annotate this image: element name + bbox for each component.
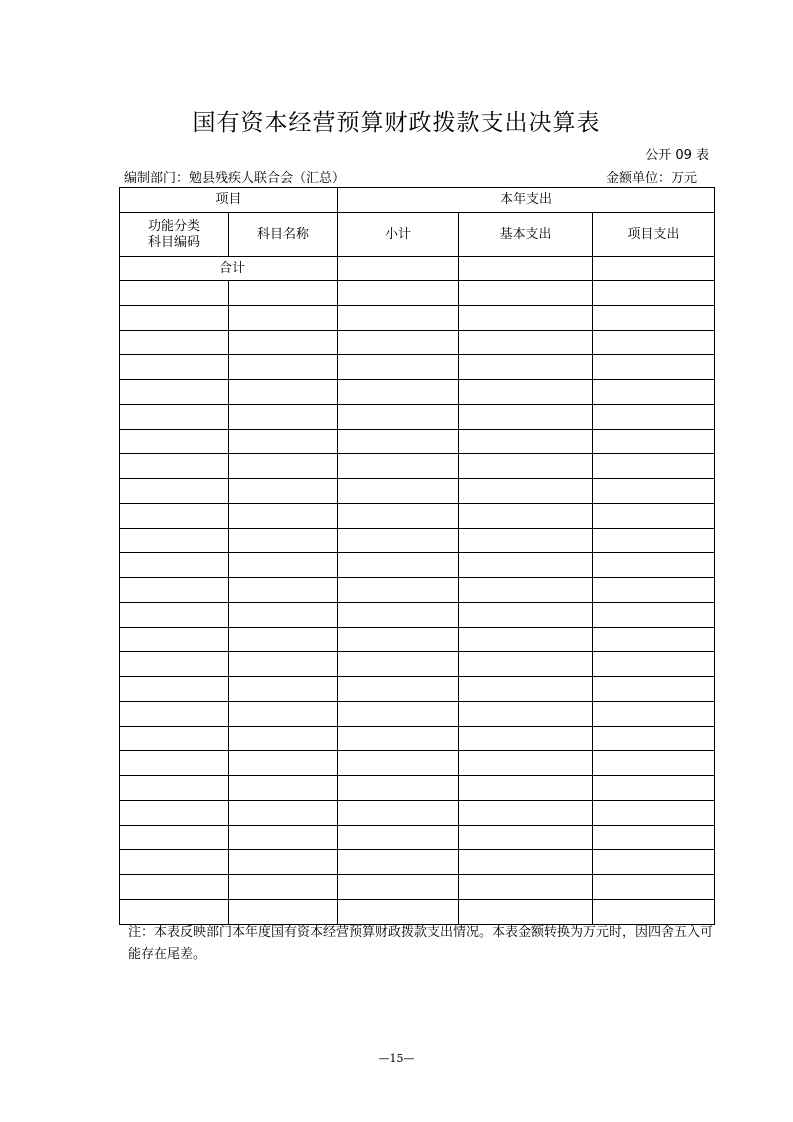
header-subtotal: 小计 bbox=[338, 213, 459, 257]
table-cell bbox=[120, 899, 229, 924]
table-cell bbox=[120, 850, 229, 875]
table-row bbox=[120, 281, 715, 306]
total-label: 合计 bbox=[120, 257, 338, 281]
table-cell bbox=[459, 553, 593, 578]
table-cell bbox=[229, 305, 338, 330]
table-row bbox=[120, 677, 715, 702]
footnote: 注：本表反映部门本年度国有资本经营预算财政拨款支出情况。本表金额转换为万元时，因四舍五入可能存在尾差。 bbox=[128, 925, 714, 962]
table-cell bbox=[338, 578, 459, 603]
table-cell bbox=[593, 677, 715, 702]
table-cell bbox=[120, 751, 229, 776]
table-row bbox=[120, 800, 715, 825]
table-cell bbox=[120, 726, 229, 751]
total-row bbox=[120, 257, 715, 281]
table-cell bbox=[338, 305, 459, 330]
table-cell bbox=[120, 429, 229, 454]
table-cell bbox=[459, 899, 593, 924]
table-cell bbox=[338, 800, 459, 825]
table-cell bbox=[459, 677, 593, 702]
table-cell bbox=[459, 825, 593, 850]
table-cell bbox=[120, 503, 229, 528]
table-row bbox=[120, 899, 715, 924]
table-row bbox=[120, 380, 715, 405]
table-cell bbox=[120, 602, 229, 627]
table-cell bbox=[338, 503, 459, 528]
table-cell bbox=[120, 479, 229, 504]
header-subject-name: 科目名称 bbox=[229, 213, 338, 257]
total-subtotal-cell bbox=[338, 257, 459, 281]
table-row bbox=[120, 479, 715, 504]
table-row bbox=[120, 503, 715, 528]
table-cell bbox=[593, 850, 715, 875]
table-cell bbox=[593, 355, 715, 380]
table-cell bbox=[229, 677, 338, 702]
table-cell bbox=[593, 380, 715, 405]
table-row bbox=[120, 454, 715, 479]
table-cell bbox=[229, 503, 338, 528]
table-cell bbox=[593, 330, 715, 355]
table-cell bbox=[120, 776, 229, 801]
table-row bbox=[120, 355, 715, 380]
table-cell bbox=[593, 479, 715, 504]
table-cell bbox=[229, 776, 338, 801]
table-cell bbox=[338, 553, 459, 578]
table-cell bbox=[459, 726, 593, 751]
table-cell bbox=[593, 281, 715, 306]
table-row bbox=[120, 701, 715, 726]
table-cell bbox=[120, 627, 229, 652]
table-row bbox=[120, 528, 715, 553]
table-cell bbox=[338, 776, 459, 801]
table-cell bbox=[229, 800, 338, 825]
table-cell bbox=[459, 281, 593, 306]
header-row-1 bbox=[120, 188, 715, 213]
table-cell bbox=[459, 355, 593, 380]
table-cell bbox=[338, 454, 459, 479]
table-row bbox=[120, 404, 715, 429]
table-cell bbox=[593, 701, 715, 726]
table-cell bbox=[338, 528, 459, 553]
table-cell bbox=[229, 652, 338, 677]
table-row bbox=[120, 429, 715, 454]
table-cell bbox=[593, 429, 715, 454]
table-cell bbox=[593, 602, 715, 627]
table-cell bbox=[229, 850, 338, 875]
table-cell bbox=[459, 479, 593, 504]
table-cell bbox=[338, 875, 459, 900]
table-cell bbox=[229, 578, 338, 603]
table-cell bbox=[229, 701, 338, 726]
table-cell bbox=[229, 627, 338, 652]
table-cell bbox=[338, 899, 459, 924]
table-cell bbox=[459, 528, 593, 553]
table-cell bbox=[120, 701, 229, 726]
table-cell bbox=[229, 330, 338, 355]
table-cell bbox=[120, 281, 229, 306]
table-cell bbox=[593, 875, 715, 900]
table-cell bbox=[229, 404, 338, 429]
total-project-cell bbox=[593, 257, 715, 281]
table-cell bbox=[229, 899, 338, 924]
header-basic-expense: 基本支出 bbox=[459, 213, 593, 257]
table-cell bbox=[593, 553, 715, 578]
table-cell bbox=[459, 454, 593, 479]
table-row bbox=[120, 776, 715, 801]
table-cell bbox=[459, 776, 593, 801]
header-item: 项目 bbox=[120, 188, 338, 213]
table-cell bbox=[229, 825, 338, 850]
table-cell bbox=[120, 454, 229, 479]
table-cell bbox=[338, 404, 459, 429]
table-cell bbox=[593, 751, 715, 776]
table-row bbox=[120, 305, 715, 330]
table-cell bbox=[459, 578, 593, 603]
table-cell bbox=[338, 627, 459, 652]
table-cell bbox=[229, 429, 338, 454]
table-cell bbox=[229, 726, 338, 751]
table-cell bbox=[338, 701, 459, 726]
table-cell bbox=[229, 479, 338, 504]
header-row-2 bbox=[120, 213, 715, 257]
table-cell bbox=[459, 652, 593, 677]
table-cell bbox=[459, 627, 593, 652]
table-row bbox=[120, 850, 715, 875]
table-cell bbox=[338, 850, 459, 875]
table-cell bbox=[459, 875, 593, 900]
table-cell bbox=[120, 578, 229, 603]
table-cell bbox=[459, 850, 593, 875]
table-cell bbox=[338, 330, 459, 355]
table-cell bbox=[593, 528, 715, 553]
header-project-expense: 项目支出 bbox=[593, 213, 715, 257]
table-row bbox=[120, 553, 715, 578]
total-basic-cell bbox=[459, 257, 593, 281]
table-row bbox=[120, 330, 715, 355]
table-cell bbox=[120, 330, 229, 355]
table-cell bbox=[120, 355, 229, 380]
table-cell bbox=[459, 429, 593, 454]
table-row bbox=[120, 602, 715, 627]
table-cell bbox=[120, 677, 229, 702]
table-cell bbox=[593, 627, 715, 652]
table-cell bbox=[459, 602, 593, 627]
table-cell bbox=[459, 751, 593, 776]
table-cell bbox=[459, 800, 593, 825]
table-cell bbox=[593, 578, 715, 603]
table-cell bbox=[120, 825, 229, 850]
amount-unit-label: 金额单位：万元 bbox=[605, 171, 697, 186]
table-cell bbox=[120, 528, 229, 553]
table-cell bbox=[229, 281, 338, 306]
table-cell bbox=[120, 652, 229, 677]
header-current-year-expense: 本年支出 bbox=[338, 188, 715, 213]
table-cell bbox=[229, 602, 338, 627]
table-cell bbox=[120, 404, 229, 429]
table-cell bbox=[593, 652, 715, 677]
table-cell bbox=[593, 404, 715, 429]
table-cell bbox=[459, 701, 593, 726]
table-row bbox=[120, 627, 715, 652]
table-cell bbox=[459, 380, 593, 405]
table-cell bbox=[229, 751, 338, 776]
table-cell bbox=[459, 503, 593, 528]
page-title: 国有资本经营预算财政拨款支出决算表 bbox=[192, 110, 601, 136]
table-cell bbox=[338, 380, 459, 405]
table-cell bbox=[229, 380, 338, 405]
table-cell bbox=[120, 305, 229, 330]
table-cell bbox=[593, 776, 715, 801]
table-row bbox=[120, 751, 715, 776]
table-cell bbox=[338, 751, 459, 776]
table-cell bbox=[229, 553, 338, 578]
table-cell bbox=[229, 875, 338, 900]
table-cell bbox=[338, 726, 459, 751]
table-cell bbox=[229, 528, 338, 553]
table-cell bbox=[459, 305, 593, 330]
table-row bbox=[120, 875, 715, 900]
department-label: 编制部门：勉县残疾人联合会（汇总） bbox=[124, 171, 346, 186]
table-row bbox=[120, 825, 715, 850]
header-function-code: 功能分类 科目编码 bbox=[120, 213, 229, 257]
table-cell bbox=[338, 429, 459, 454]
table-cell bbox=[459, 404, 593, 429]
table-cell bbox=[120, 875, 229, 900]
table-row bbox=[120, 652, 715, 677]
table-cell bbox=[338, 602, 459, 627]
table-cell bbox=[593, 454, 715, 479]
table-cell bbox=[120, 380, 229, 405]
table-cell bbox=[593, 899, 715, 924]
table-cell bbox=[338, 281, 459, 306]
table-cell bbox=[338, 825, 459, 850]
table-cell bbox=[593, 800, 715, 825]
table-cell bbox=[120, 553, 229, 578]
table-cell bbox=[338, 677, 459, 702]
table-cell bbox=[229, 454, 338, 479]
table-row bbox=[120, 726, 715, 751]
form-number: 公开 09 表 bbox=[645, 148, 709, 163]
table-cell bbox=[120, 800, 229, 825]
table-cell bbox=[338, 355, 459, 380]
expenditure-table bbox=[119, 187, 715, 925]
table-row bbox=[120, 578, 715, 603]
page-number: —15— bbox=[378, 1052, 415, 1065]
table-cell bbox=[338, 479, 459, 504]
table-cell bbox=[593, 503, 715, 528]
table-cell bbox=[229, 355, 338, 380]
table-cell bbox=[593, 726, 715, 751]
table-cell bbox=[338, 652, 459, 677]
table-cell bbox=[459, 330, 593, 355]
table-cell bbox=[593, 825, 715, 850]
table-cell bbox=[593, 305, 715, 330]
